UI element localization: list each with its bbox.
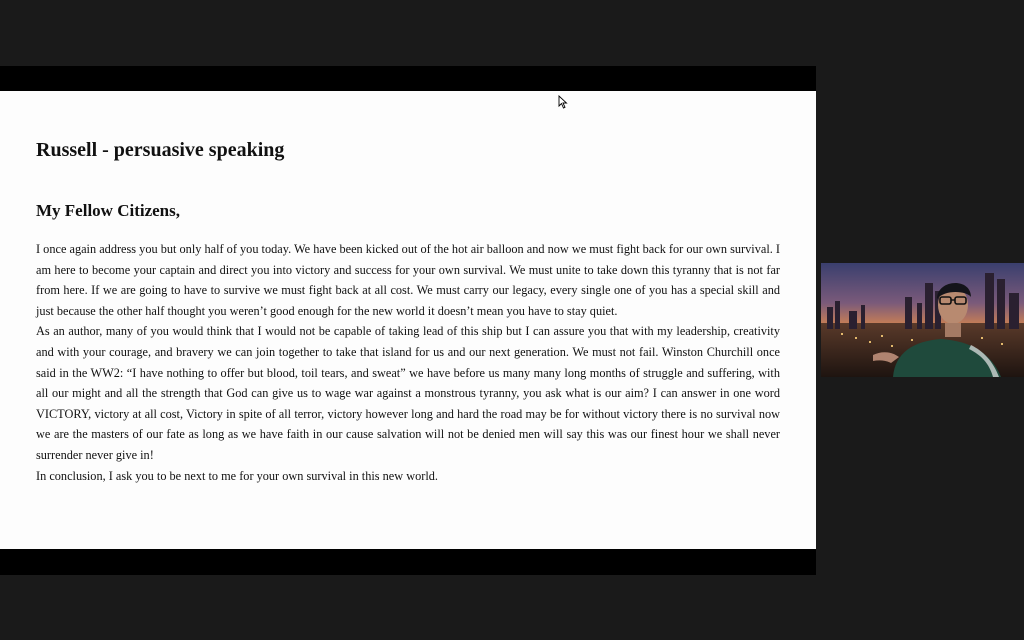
participant-video-tile[interactable] (821, 263, 1024, 377)
document-slide (0, 91, 816, 549)
screen-share-area (0, 66, 816, 575)
slide-heading: My Fellow Citizens, (36, 201, 180, 220)
speech-paragraph: As an author, many of you would think that I would not be capable of taking lead of this ship but I can assure you that with my leadership, creativity and with your courage, and bravery we can join together to take that island for us and our next generation. We must not fail. Winston Churchill once said in the WW2: “I have nothing to offer but blood, toil tears, and sweat” we have before us many many long months of struggle and suffering, with all our might and all the strength that God can give us to wage war against a monstrous tyranny, you ask what is our aim? I can answer in one word VICTORY, victory at all cost, Victory in spite of all terror, victory however long and hard the road may be for without victory there is no survival now we are the masters of our fate as long as we have faith in our cause salvation will not be denied men will say this was our finest hour we shall never surrender never give in! (36, 324, 780, 462)
speech-body (36, 239, 780, 486)
speech-paragraph: I once again address you but only half of you today. We have been kicked out of the hot air balloon and now we must fight back for our own survival. I am here to become your captain and direct you into victory and success for your own survival. We must unite to take down this tyranny that is not far from here. If we are going to have to survive we must fight back at all cost. We must carry our legacy, every single one of you has a special skill and just because the other half thought you weren’t good enough for the new world it doesn’t mean you have to stay quiet. (36, 242, 780, 318)
participant-video-feed (821, 263, 1024, 377)
slide-title: Russell - persuasive speaking (36, 139, 285, 161)
speech-paragraph: In conclusion, I ask you to be next to me for your own survival in this new world. (36, 468, 438, 483)
mouse-pointer-icon (558, 95, 568, 109)
